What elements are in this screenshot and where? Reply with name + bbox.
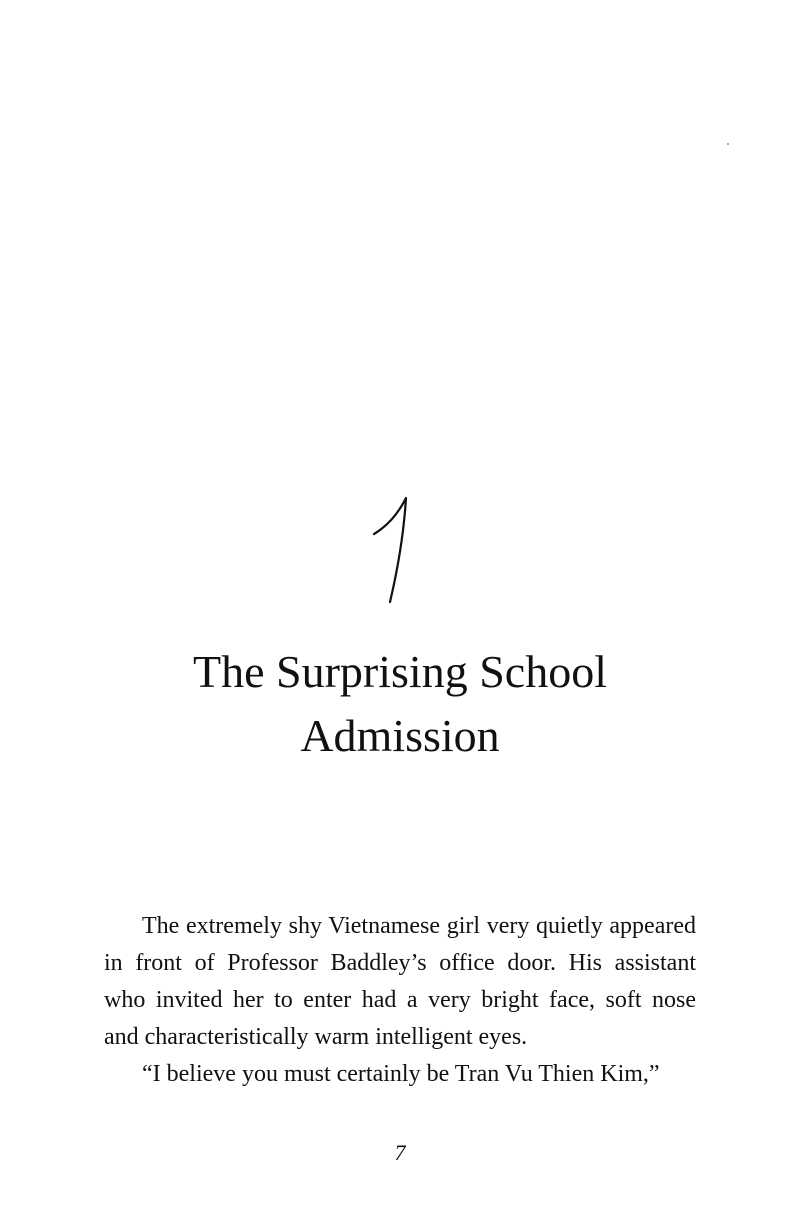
body-line: and characteristically warm intelligent eyes. — [104, 1024, 528, 1050]
chapter-title — [0, 640, 800, 768]
body-line: in front of Professor Baddley’s office door. His assistant — [104, 950, 696, 976]
chapter-number — [0, 490, 800, 620]
body-line: “I believe you must certainly be Tran Vu Thien Kim,” — [142, 1061, 660, 1087]
chapter-title-line-2: Admission — [300, 710, 500, 761]
chapter-title-line-1: The Surprising School — [193, 646, 607, 697]
body-line: The extremely shy Vietnamese girl very quietly appeared — [142, 913, 696, 939]
chapter-number-glyph — [360, 490, 440, 610]
body-line: who invited her to enter had a very bright face, soft nose — [104, 987, 696, 1013]
page-number: 7 — [394, 1140, 406, 1165]
body-paragraph — [104, 908, 696, 1093]
scan-speck — [727, 143, 729, 145]
